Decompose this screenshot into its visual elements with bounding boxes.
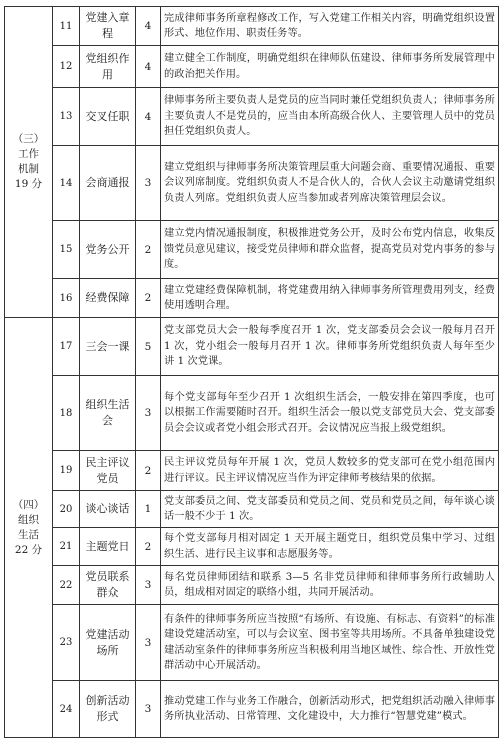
row-number: 16	[53, 279, 80, 318]
item-score: 4	[136, 7, 161, 46]
table-row	[5, 681, 499, 738]
table-row	[5, 221, 499, 279]
row-number: 19	[53, 451, 80, 491]
item-description: 推动党建工作与业务工作融合，创新活动形式，把党组织活动融入律师事务所执业活动、日常管理、文化建设中，大力推行“智慧党建”模式。	[161, 681, 499, 738]
item-score: 3	[136, 605, 161, 681]
item-name: 组织生活会	[80, 376, 136, 451]
item-description: 建立党内情况通报制度，积极推进党务公开，及时公布党内信息，收集反馈党员意见建议，接受党员律师和群众监督，提高党员对党内事务的参与度。	[161, 221, 499, 279]
row-number: 14	[53, 146, 80, 221]
item-name: 谈心谈话	[80, 491, 136, 528]
item-description: 每名党员律师团结和联系 3—5 名非党员律师和律师事务所行政辅助人员，组成相对固定的联络小组，共同开展活动。	[161, 566, 499, 605]
item-name: 党建入章程	[80, 7, 136, 46]
table-row	[5, 7, 499, 46]
table-row	[5, 376, 499, 451]
row-number: 22	[53, 566, 80, 605]
row-number: 23	[53, 605, 80, 681]
row-number: 18	[53, 376, 80, 451]
item-score: 4	[136, 88, 161, 146]
item-description: 每个党支部每年至少召开 1 次组织生活会，一般安排在第四季度，也可以根据工作需要随时召开。组织生活会一般以党支部党员大会、党支部委员会会议或者党小组会形式召开。会议情况应当报上级党组织。	[161, 376, 499, 451]
table-row	[5, 146, 499, 221]
row-number: 17	[53, 318, 80, 376]
item-description: 建立党组织与律师事务所决策管理层重大问题会商、重要情况通报、重要会议列席制度。党组织负责人不是合伙人的，合伙人会议主动邀请党组织负责人列席。党组织负责人应当参加或者列席决策管理层会议。	[161, 146, 499, 221]
item-name: 会商通报	[80, 146, 136, 221]
category-cell	[5, 318, 53, 738]
table-row	[5, 491, 499, 528]
item-score: 4	[136, 46, 161, 88]
item-name: 经费保障	[80, 279, 136, 318]
item-score: 3	[136, 146, 161, 221]
item-score: 3	[136, 566, 161, 605]
item-name: 创新活动形式	[80, 681, 136, 738]
category-label: （四） 组织 生活 22 分	[12, 498, 45, 556]
item-name: 交叉任职	[80, 88, 136, 146]
item-name: 党务公开	[80, 221, 136, 279]
item-description: 律师事务所主要负责人是党员的应当同时兼任党组织负责人；律师事务所主要负责人不是党员的，应当由本所高级合伙人、主要管理人员中的党员担任党组织负责人。	[161, 88, 499, 146]
item-name: 党组织作用	[80, 46, 136, 88]
item-description: 完成律师事务所章程修改工作，写入党建工作相关内容，明确党组织设置形式、地位作用、职责任务等。	[161, 7, 499, 46]
item-description: 党支部委员之间、党支部委员和党员之间、党员和党员之间，每年谈心谈话一般不少于 1 次。	[161, 491, 499, 528]
item-score: 5	[136, 318, 161, 376]
item-score: 3	[136, 376, 161, 451]
table-row	[5, 279, 499, 318]
item-description: 每个党支部每月相对固定 1 天开展主题党日，组织党员集中学习、过组织生活、进行民主议事和志愿服务等。	[161, 528, 499, 566]
item-name: 主题党日	[80, 528, 136, 566]
row-number: 12	[53, 46, 80, 88]
row-number: 11	[53, 7, 80, 46]
row-number: 24	[53, 681, 80, 738]
row-number: 20	[53, 491, 80, 528]
item-name: 三会一课	[80, 318, 136, 376]
item-score: 2	[136, 528, 161, 566]
item-description: 民主评议党员每年开展 1 次，党员人数较多的党支部可在党小组范围内进行评议。民主评议情况应当作为评定律师考核结果的依据。	[161, 451, 499, 491]
item-name: 党员联系群众	[80, 566, 136, 605]
row-number: 13	[53, 88, 80, 146]
item-description: 有条件的律师事务所应当按照“有场所、有设施、有标志、有资料”的标准建设党建活动室，可以与会议室、图书室等共用场所。不具备单独建设党建活动室条件的律师事务所应当积极利用当地区域性、综合性、开放性党群活动中心开展活动。	[161, 605, 499, 681]
item-name: 党建活动场所	[80, 605, 136, 681]
item-score: 2	[136, 221, 161, 279]
item-description: 建立党建经费保障机制，将党建费用纳入律师事务所管理费用列支，经费使用透明合理。	[161, 279, 499, 318]
item-score: 3	[136, 681, 161, 738]
item-description: 党支部党员大会一般每季度召开 1 次，党支部委员会会议一般每月召开 1 次，党小组会一般每月召开 1 次。律师事务所党组织负责人每年至少讲 1 次党课。	[161, 318, 499, 376]
item-name: 民主评议党员	[80, 451, 136, 491]
row-number: 21	[53, 528, 80, 566]
evaluation-table	[4, 6, 499, 738]
item-description: 建立健全工作制度，明确党组织在律师队伍建设、律师事务所发展管理中的政治把关作用。	[161, 46, 499, 88]
item-score: 2	[136, 451, 161, 491]
item-score: 2	[136, 279, 161, 318]
table-row	[5, 88, 499, 146]
table-row	[5, 605, 499, 681]
table-row	[5, 46, 499, 88]
table-row	[5, 318, 499, 376]
category-label: （三） 工作 机制 19 分	[12, 133, 45, 190]
table-row	[5, 566, 499, 605]
category-cell	[5, 7, 53, 318]
table-row	[5, 528, 499, 566]
row-number: 15	[53, 221, 80, 279]
item-score: 1	[136, 491, 161, 528]
table-row	[5, 451, 499, 491]
